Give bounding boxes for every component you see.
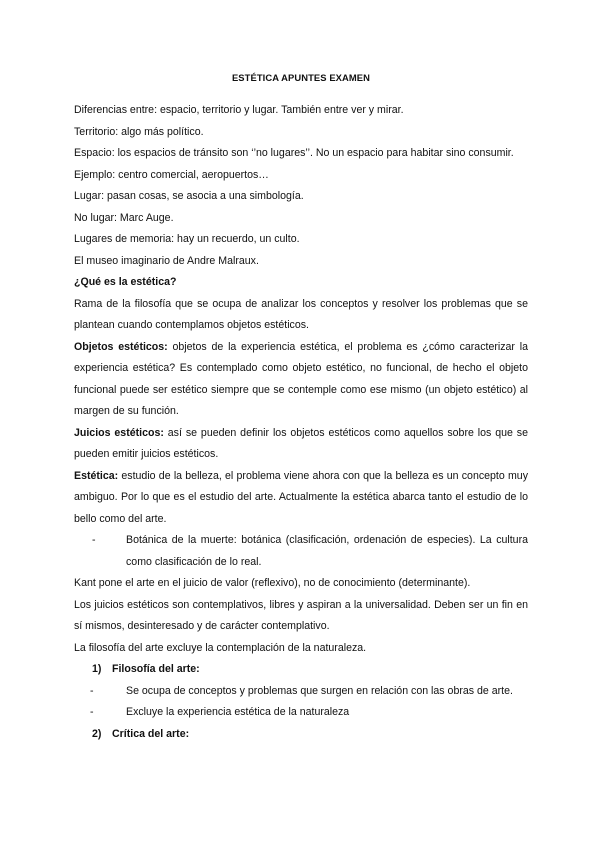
paragraph: La filosofía del arte excluye la contemplación de la naturaleza. [74,641,367,654]
list-item [92,530,528,573]
list-item-text: Excluye la experiencia estética de la naturaleza [126,706,350,718]
paragraph: Los juicios estéticos son contemplativos, libres y aspiran a la universalidad. Deben ser un fin en sí mismos, desinteresado y de carácter contemplativo. [74,598,528,632]
list-item-text: Se ocupa de conceptos y problemas que surgen en relación con las obras de arte. [126,684,513,697]
text-line: Diferencias entre: espacio, territorio y lugar. También entre ver y mirar. [74,104,404,116]
numbered-heading [74,724,528,746]
numbered-heading-text: Crítica del arte: [112,727,190,740]
text-line: Lugar: pasan cosas, se asocia a una simbología. [74,190,304,202]
term-definition: estudio de la belleza, el problema viene ahora con que la belleza es un concepto muy ambiguo. Por lo que es el estudio del arte. Actualmente la estética abarca tanto el estudio de lo bello como del arte. [74,469,528,525]
list-number: 2) [92,727,102,740]
term-definition: objetos de la experiencia estética, el problema es ¿cómo caracterizar la experiencia estética? Es contemplado como objeto estético, no funcional, de hecho el objeto funcional puede ser estético siempre que se contemple como ese mismo (un objeto estético) al margen de su función. [74,340,528,417]
bullet-dash: - [92,534,96,546]
paragraph [74,466,528,531]
numbered-heading [74,659,528,681]
list-item [90,681,528,703]
paragraph [74,423,528,466]
numbered-heading-text: Filosofía del arte: [112,663,200,675]
text-line: El museo imaginario de Andre Malraux. [74,254,259,267]
paragraph: Kant pone el arte en el juicio de valor (reflexivo), no de conocimiento (determinante). [74,577,471,589]
list-number: 1) [92,663,102,675]
term-label: Estética: [74,469,119,482]
bullet-dash: - [90,684,94,697]
term-definition: así se pueden definir los objetos estéticos como aquellos sobre los que se pueden emitir juicios estéticos. [74,426,528,460]
term-label: Juicios estéticos: [74,426,164,439]
term-label: Objetos estéticos: [74,340,168,353]
list-item-text: Botánica de la muerte: botánica (clasificación, ordenación de especies). La cultura como clasificación de lo real. [126,534,528,568]
text-line: Ejemplo: centro comercial, aeropuertos… [74,168,269,181]
text-line: Territorio: algo más político. [74,125,204,138]
document-title: ESTÉTICA APUNTES EXAMEN [231,72,371,83]
text-line: Espacio: los espacios de tránsito son ‘’no lugares’’. No un espacio para habitar sino consumir. [74,147,514,159]
text-line: No lugar: Marc Auge. [74,211,174,224]
text-line: Lugares de memoria: hay un recuerdo, un culto. [74,233,300,245]
paragraph [74,337,528,423]
list-item [90,702,528,724]
section-heading: ¿Qué es la estética? [74,276,177,288]
paragraph: Rama de la filosofía que se ocupa de analizar los conceptos y resolver los problemas que se plantean cuando contemplamos objetos estéticos. [74,297,528,331]
bullet-dash: - [90,706,94,718]
